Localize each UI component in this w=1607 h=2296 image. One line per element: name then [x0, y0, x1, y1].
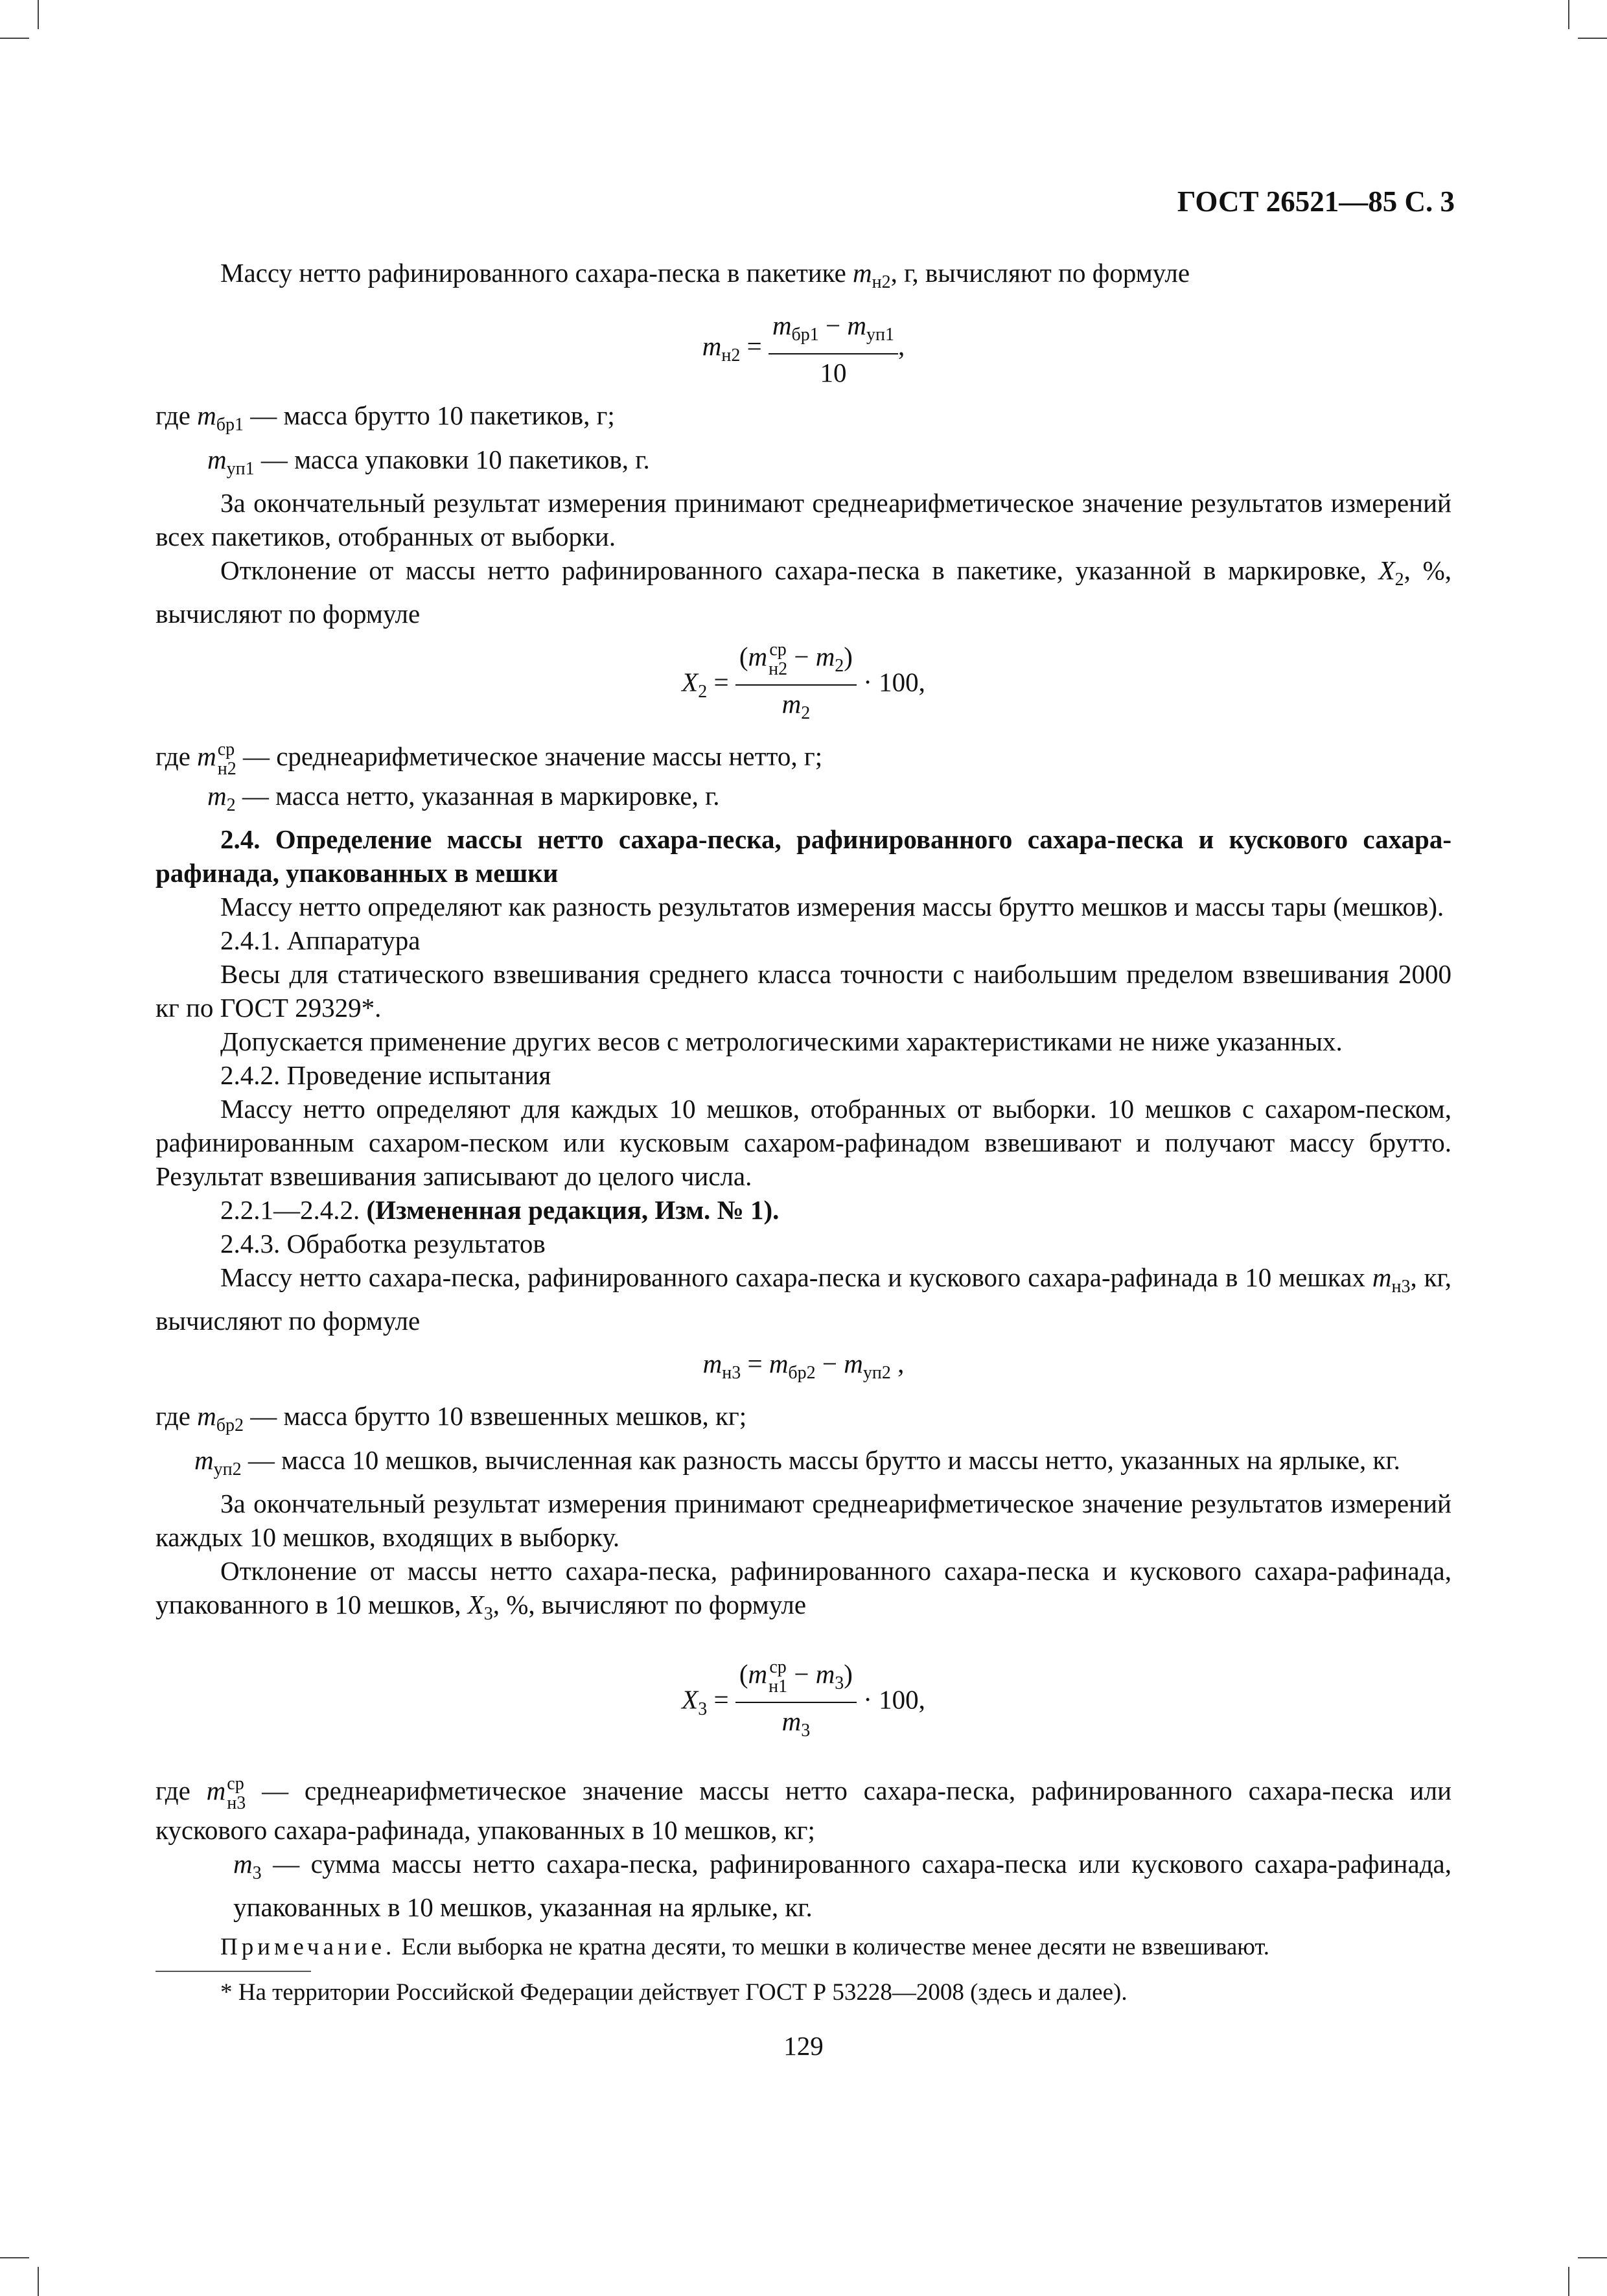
where-line: где $m_{бр1}$ — масса брутто 10 пакетиков, г;	[156, 400, 615, 435]
page-header: ГОСТ 26521—85 С. 3	[1177, 185, 1455, 218]
formula-x2: $X_2$ = (m ср н2 − $m_2$) $m_2$ · 100,	[682, 639, 925, 724]
crop-mark	[1568, 2267, 1569, 2296]
where-line: где $m_{бр2}$ — масса брутто 10 взвешенных мешков, кг;	[156, 1401, 747, 1436]
paragraph: Массу нетто определяют как разность результатов измерения массы брутто мешков и массы тары (мешков).	[220, 892, 1444, 922]
paragraph: Массу нетто определяют для каждых 10 мешков, отобранных от выборки. 10 мешков с сахаром-песком, рафинированным сахаром-песком или кусковым сахаром-рафинадом взвешивают и получают массу брутто. Результат взвешивания записывают до целого числа.	[156, 1094, 1451, 1192]
section-heading: 2.4. Определение массы нетто сахара-песка, рафинированного сахара-песка и кускового сахара-рафинада, упакованных в мешки	[156, 824, 1451, 888]
subsection-heading: 2.4.1. Аппаратура	[220, 925, 421, 956]
where-line: $m_{уп2}$ — масса 10 мешков, вычисленная как разность массы брутто и массы нетто, указанных на ярлыке, кг.	[194, 1444, 1400, 1479]
where-line: где m ср н2 — среднеарифметическое значение массы нетто, г;	[156, 739, 823, 779]
paragraph: Отклонение от массы нетто сахара-песка, рафинированного сахара-песка и кускового сахара-рафинада, упакованного в 10 мешков, $X_3$, %, вычисляют по формуле	[156, 1555, 1451, 1625]
crop-mark	[38, 0, 39, 29]
paragraph: За окончательный результат измерения принимают среднеарифметическое значение результатов измерений каждых 10 мешков, входящих в выборку.	[156, 1488, 1451, 1552]
paragraph: Массу нетто сахара-песка, рафинированного сахара-песка и кускового сахара-рафинада в 10 мешках $m_{н3}$, кг, вычисляют по формуле	[156, 1262, 1451, 1336]
crop-mark	[0, 38, 29, 39]
footnote-rule	[156, 1971, 311, 1972]
paragraph: За окончательный результат измерения принимают среднеарифметическое значение результатов измерений всех пакетиков, отобранных от выборки.	[156, 487, 1451, 551]
where-line: $m_2$ — масса нетто, указанная в маркировке, г.	[207, 780, 720, 816]
crop-mark	[1578, 2257, 1607, 2258]
page-number: 129	[783, 2031, 824, 2061]
note: Примечание. Если выборка не кратна десяти, то мешки в количестве менее десяти не взвешивают.	[220, 1934, 1270, 1961]
paragraph: Отклонение от массы нетто рафинированного сахара-песка в пакетике, указанной в маркировке, $X_2$, %, вычисляют по формуле	[156, 555, 1451, 629]
paragraph: Массу нетто рафинированного сахара-песка в пакетике $m_{н2}$, г, вычисляют по формуле	[220, 258, 1190, 293]
formula-x3: $X_3$ = (m ср н1 − $m_3$) $m_3$ · 100,	[682, 1656, 925, 1741]
formula-mn2: $m_{н2}$ = $\frac{m_{бр1} - m_{уп1}}{10}$ ,	[156, 308, 1451, 389]
subsection-heading: 2.4.3. Обработка результатов	[220, 1229, 546, 1259]
paragraph: Весы для статического взвешивания среднего класса точности с наибольшим пределом взвешивания 2000 кг по ГОСТ 29329*.	[156, 959, 1451, 1023]
crop-mark	[0, 2257, 29, 2258]
footnote: * На территории Российской Федерации действует ГОСТ Р 53228—2008 (здесь и далее).	[220, 1979, 1127, 2006]
where-line: $m_{уп1}$ — масса упаковки 10 пакетиков, г.	[207, 444, 650, 479]
crop-mark	[1578, 38, 1607, 39]
paragraph: Допускается применение других весов с метрологическими характеристиками не ниже указанных.	[220, 1026, 1343, 1057]
where-line: $m_3$ — сумма массы нетто сахара-песка, рафинированного сахара-песка или кускового сахара-рафинада, упакованных в 10 мешков, указанная на ярлыке, кг.	[233, 1849, 1451, 1923]
formula-mn3: $m_{н3} = m_{бр2} - m_{уп2}$ ,	[702, 1349, 905, 1384]
crop-mark	[1568, 0, 1569, 29]
revision-note: 2.2.1—2.4.2. (Измененная редакция, Изм. № 1).	[220, 1195, 780, 1225]
document-body	[156, 256, 1451, 2063]
where-line: где m ср н3 — среднеарифметическое значение массы нетто сахара-песка, рафинированного сахара-песка или кускового сахара-рафинада, упакованных в 10 мешков, кг;	[156, 1774, 1452, 1845]
subsection-heading: 2.4.2. Проведение испытания	[220, 1060, 551, 1091]
crop-mark	[38, 2267, 39, 2296]
